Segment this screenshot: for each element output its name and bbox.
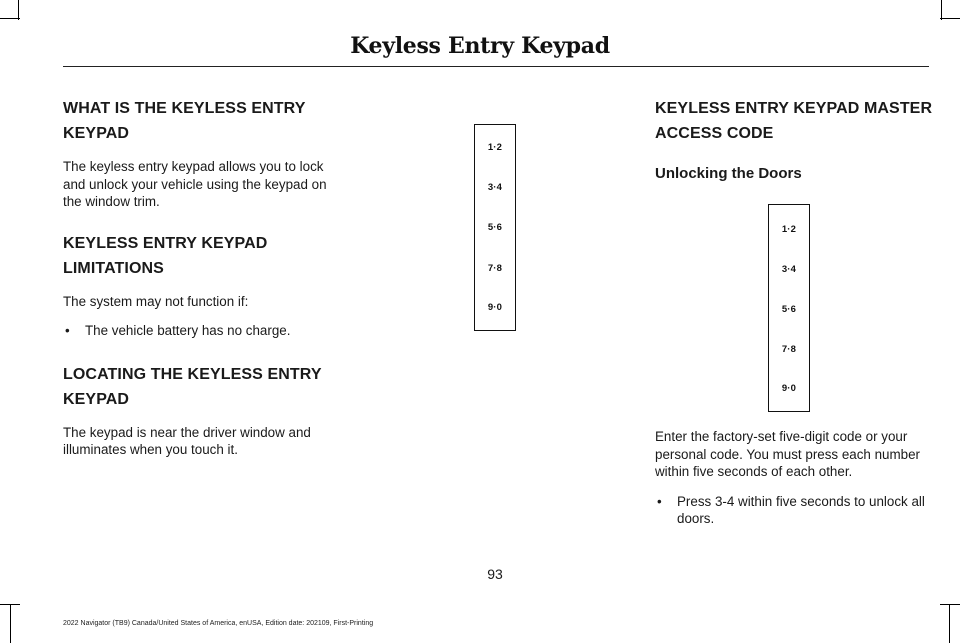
page-number: 93 bbox=[487, 566, 503, 582]
crop-mark bbox=[941, 0, 942, 20]
footer-edition-info: 2022 Navigator (TB9) Canada/United States of America, enUSA, Edition date: 202109, First-Printing bbox=[63, 620, 374, 627]
keypad-illustration bbox=[768, 204, 810, 412]
section-heading: KEYLESS ENTRY KEYPAD MASTER ACCESS CODE bbox=[655, 100, 933, 142]
keypad-key-1-2: 1·2 bbox=[487, 142, 503, 153]
crop-mark bbox=[949, 604, 950, 643]
section-subheading: Unlocking the Doors bbox=[655, 165, 802, 182]
right-column bbox=[655, 96, 935, 184]
keypad-key-9-0: 9·0 bbox=[487, 302, 503, 313]
bullet-item: • Press 3-4 within five seconds to unlock all doors. bbox=[657, 493, 925, 526]
keypad-key-7-8: 7·8 bbox=[487, 263, 503, 274]
keypad-illustration bbox=[474, 124, 516, 331]
crop-mark bbox=[940, 604, 960, 605]
crop-mark bbox=[0, 18, 20, 19]
section-heading: WHAT IS THE KEYLESS ENTRY KEYPAD bbox=[63, 100, 306, 142]
keypad-key-5-6: 5·6 bbox=[487, 222, 503, 233]
right-column-lower bbox=[655, 428, 935, 528]
header-divider bbox=[63, 66, 929, 67]
keypad-key-5-6: 5·6 bbox=[781, 304, 797, 315]
keypad-key-7-8: 7·8 bbox=[781, 344, 797, 355]
section-heading: LOCATING THE KEYLESS ENTRY KEYPAD bbox=[63, 365, 322, 408]
bullet-item: • The vehicle battery has no charge. bbox=[65, 323, 291, 338]
page-title: Keyless Entry Keypad bbox=[350, 33, 610, 59]
crop-mark bbox=[940, 18, 960, 19]
keypad-key-1-2: 1·2 bbox=[781, 224, 797, 235]
bullet-glyph: • bbox=[65, 323, 70, 338]
crop-mark bbox=[0, 604, 20, 605]
bullet-glyph: • bbox=[657, 493, 662, 509]
crop-mark bbox=[10, 604, 11, 643]
section-paragraph: Enter the factory-set five-digit code or your personal code. You must press each number within five seconds of each other. bbox=[655, 429, 921, 479]
section-heading: KEYLESS ENTRY KEYPAD LIMITATIONS bbox=[63, 234, 268, 277]
keypad-key-3-4: 3·4 bbox=[781, 264, 797, 275]
crop-mark bbox=[18, 0, 19, 20]
section-paragraph: The keyless entry keypad allows you to lock and unlock your vehicle using the keypad on the window trim. bbox=[63, 159, 327, 209]
keypad-key-3-4: 3·4 bbox=[487, 182, 503, 193]
keypad-key-9-0: 9·0 bbox=[781, 383, 797, 394]
left-column bbox=[63, 96, 348, 459]
section-paragraph: The keypad is near the driver window and illuminates when you touch it. bbox=[63, 424, 311, 457]
section-paragraph: The system may not function if: bbox=[63, 293, 249, 309]
